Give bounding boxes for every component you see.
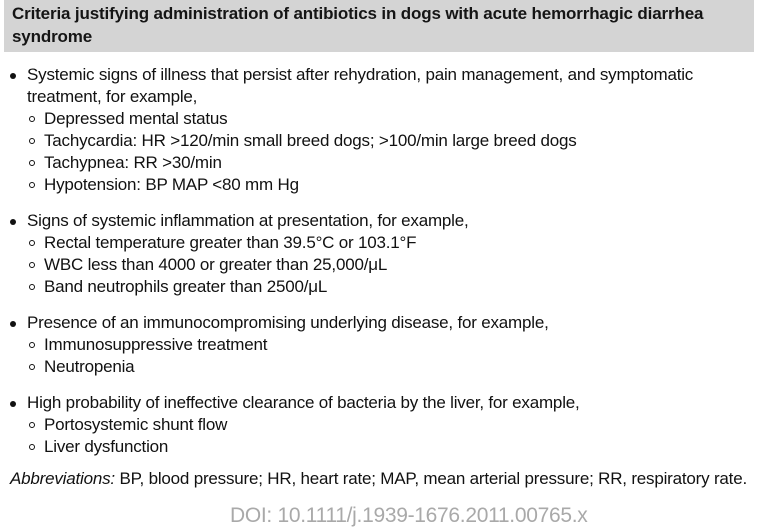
hollow-bullet-icon [29,342,35,348]
criterion-text: Systemic signs of illness that persist after rehydration, pain management, and symptomatic treatment, for example, [27,65,694,106]
criterion-liver-clearance [0,392,760,458]
example-item: Rectal temperature greater than 39.5°C or 103.1°F [27,232,760,254]
abbreviations-label: Abbreviations: [10,469,115,488]
criteria-list [0,64,760,458]
hollow-bullet-icon [29,444,35,450]
table-title: Criteria justifying administration of antibiotics in dogs with acute hemorrhagic diarrhea syndrome [12,4,704,46]
criterion-systemic-illness [0,64,760,196]
hollow-bullet-icon [29,284,35,290]
hollow-bullet-icon [29,138,35,144]
example-item: Portosystemic shunt flow [27,414,760,436]
example-item: WBC less than 4000 or greater than 25,000/μL [27,254,760,276]
hollow-bullet-icon [29,182,35,188]
hollow-bullet-icon [29,422,35,428]
bullet-icon [10,321,16,327]
bullet-icon [10,73,16,79]
abbreviations-text: BP, blood pressure; HR, heart rate; MAP, mean arterial pressure; RR, respiratory rate. [114,469,747,488]
example-item: Immunosuppressive treatment [27,334,760,356]
criterion-text: High probability of ineffective clearance of bacteria by the liver, for example, [27,393,580,412]
hollow-bullet-icon [29,116,35,122]
hollow-bullet-icon [29,364,35,370]
example-item: Liver dysfunction [27,436,760,458]
criterion-systemic-inflammation [0,210,760,298]
hollow-bullet-icon [29,160,35,166]
bullet-icon [10,219,16,225]
criterion-text: Presence of an immunocompromising underlying disease, for example, [27,313,549,332]
hollow-bullet-icon [29,240,35,246]
criterion-immunocompromise [0,312,760,378]
criterion-text: Signs of systemic inflammation at presentation, for example, [27,211,469,230]
example-item: Tachycardia: HR >120/min small breed dogs; >100/min large breed dogs [27,130,760,152]
table-header [4,0,754,52]
abbreviations-footnote [10,468,755,490]
example-item: Hypotension: BP MAP <80 mm Hg [27,174,760,196]
example-item: Tachypnea: RR >30/min [27,152,760,174]
bullet-icon [10,401,16,407]
hollow-bullet-icon [29,262,35,268]
example-item: Neutropenia [27,356,760,378]
example-item: Band neutrophils greater than 2500/μL [27,276,760,298]
doi-watermark: DOI: 10.1111/j.1939-1676.2011.00765.x [230,504,588,527]
example-item: Depressed mental status [27,108,760,130]
